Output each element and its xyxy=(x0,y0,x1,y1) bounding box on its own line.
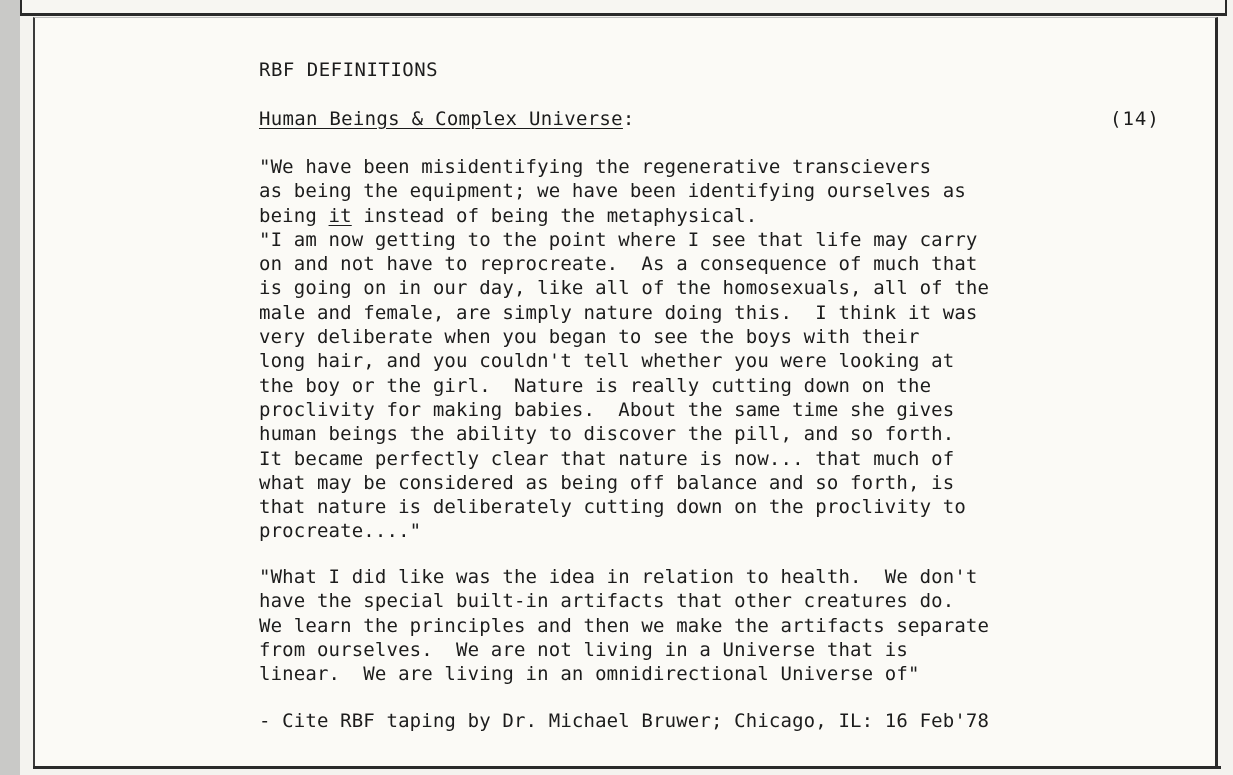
quote-line: long hair, and you couldn't tell whether you were looking at xyxy=(259,350,955,373)
page-number: (14) xyxy=(1110,108,1160,130)
quote-line: very deliberate when you began to see the boys with their xyxy=(259,326,920,349)
quote-paragraph-2 xyxy=(259,565,1159,686)
quote-line: what may be considered as being off balance and so forth, is xyxy=(259,471,955,494)
citation: - Cite RBF taping by Dr. Michael Bruwer; Chicago, IL: 16 Feb'78 xyxy=(259,710,990,732)
quote-line: as being the equipment; we have been identifying ourselves as xyxy=(259,180,966,203)
quote-paragraph-1 xyxy=(259,155,1159,544)
quote-line: from ourselves. We are not living in a Universe that is xyxy=(259,638,908,661)
quote-line: is going on in our day, like all of the homosexuals, all of the xyxy=(259,277,990,300)
scanner-edge xyxy=(0,0,20,775)
quote-line: "I am now getting to the point where I see that life may carry xyxy=(259,228,978,251)
quote-line: on and not have to reprocreate. As a consequence of much that xyxy=(259,253,978,276)
section-heading xyxy=(259,107,635,131)
section-heading-text: Human Beings & Complex Universe xyxy=(259,108,623,130)
quote-line: that nature is deliberately cutting down on the proclivity to xyxy=(259,496,966,519)
quote-line: We learn the principles and then we make the artifacts separate xyxy=(259,614,990,637)
quote-line: instead of being the metaphysical. xyxy=(351,204,758,227)
quote-line: male and female, are simply nature doing this. I think it was xyxy=(259,301,978,324)
quote-line: "What I did like was the idea in relation to health. We don't xyxy=(259,566,978,588)
quote-line: have the special built-in artifacts that other creatures do. xyxy=(259,590,955,613)
document-title: RBF DEFINITIONS xyxy=(259,59,439,81)
previous-card-edge xyxy=(20,0,1227,16)
card-bottom-edge xyxy=(33,766,1221,769)
quote-line: linear. We are living in an omnidirectional Universe of" xyxy=(259,663,920,686)
quote-line: the boy or the girl. Nature is really cutting down on the xyxy=(259,374,932,397)
quote-emphasis: it xyxy=(328,204,352,227)
quote-line: being xyxy=(259,204,329,227)
quote-line: procreate...." xyxy=(259,520,422,543)
quote-line: "We have been misidentifying the regenerative transcievers xyxy=(259,156,932,178)
quote-line: proclivity for making babies. About the same time she gives xyxy=(259,398,955,421)
quote-line: It became perfectly clear that nature is now... that much of xyxy=(259,447,955,470)
quote-line: human beings the ability to discover the pill, and so forth. xyxy=(259,423,955,446)
section-heading-colon: : xyxy=(622,108,635,130)
